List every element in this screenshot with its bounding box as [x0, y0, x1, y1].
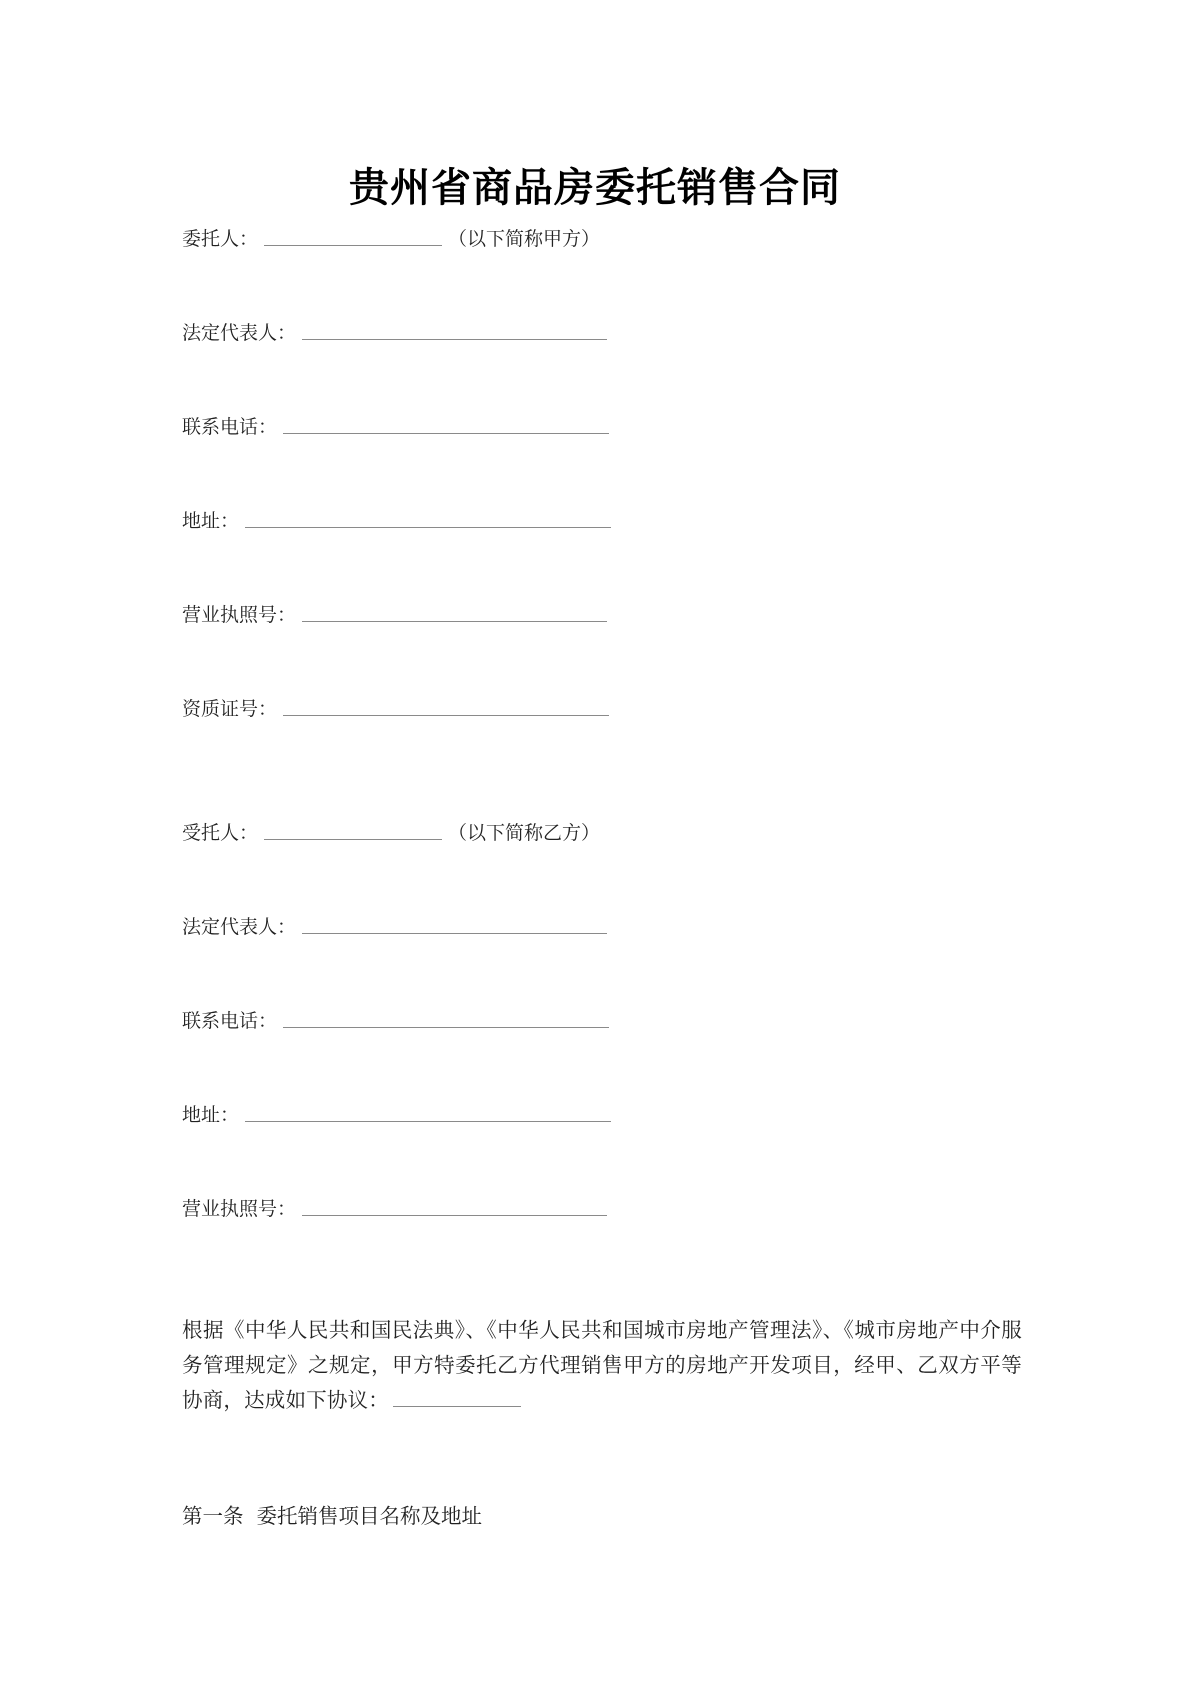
party-a-qualification-blank[interactable] [283, 697, 609, 716]
party-a-principal-row [182, 223, 600, 251]
field-label: 联系电话： [182, 416, 278, 438]
field-label: 地址： [182, 1104, 240, 1126]
field-suffix: （以下简称甲方） [448, 228, 601, 250]
party-a-phone-blank[interactable] [283, 415, 609, 434]
document-title: 贵州省商品房委托销售合同 [349, 165, 841, 211]
party-b-legal-rep-blank[interactable] [302, 915, 607, 934]
field-label: 受托人： [182, 822, 259, 844]
article-1-heading [182, 1502, 482, 1530]
field-label: 营业执照号： [182, 1198, 297, 1220]
preamble-blank[interactable] [393, 1386, 521, 1407]
party-b-agent-blank[interactable] [264, 821, 442, 840]
party-b-address-blank[interactable] [245, 1103, 611, 1122]
party-b-address-row [182, 1099, 615, 1127]
party-b-license-blank[interactable] [302, 1197, 607, 1216]
field-suffix: （以下简称乙方） [448, 822, 601, 844]
field-label: 资质证号： [182, 698, 278, 720]
party-a-license-blank[interactable] [302, 603, 607, 622]
party-a-address-blank[interactable] [245, 509, 611, 528]
party-b-license-row [182, 1193, 611, 1221]
preamble-text: 根据《中华人民共和国民法典》、《中华人民共和国城市房地产管理法》、《城市房地产中介服务管理规定》之规定，甲方特委托乙方代理销售甲方的房地产开发项目，经甲、乙双方平等协商，达成如下协议： [182, 1318, 1022, 1412]
field-label: 地址： [182, 510, 240, 532]
party-b-phone-blank[interactable] [283, 1009, 609, 1028]
party-a-qualification-row [182, 693, 613, 721]
party-b-legal-rep-row [182, 911, 611, 939]
party-a-legal-rep-row [182, 317, 611, 345]
article-number: 第一条 [182, 1504, 244, 1528]
party-a-phone-row [182, 411, 613, 439]
party-b-phone-row [182, 1005, 613, 1033]
preamble-paragraph [182, 1313, 1022, 1418]
party-b-agent-row [182, 817, 600, 845]
field-label: 委托人： [182, 228, 259, 250]
field-label: 法定代表人： [182, 916, 297, 938]
field-label: 联系电话： [182, 1010, 278, 1032]
article-title: 委托销售项目名称及地址 [256, 1504, 483, 1528]
field-label: 法定代表人： [182, 322, 297, 344]
field-label: 营业执照号： [182, 604, 297, 626]
party-a-legal-rep-blank[interactable] [302, 321, 607, 340]
party-a-license-row [182, 599, 611, 627]
party-a-address-row [182, 505, 615, 533]
party-a-principal-blank[interactable] [264, 227, 442, 246]
